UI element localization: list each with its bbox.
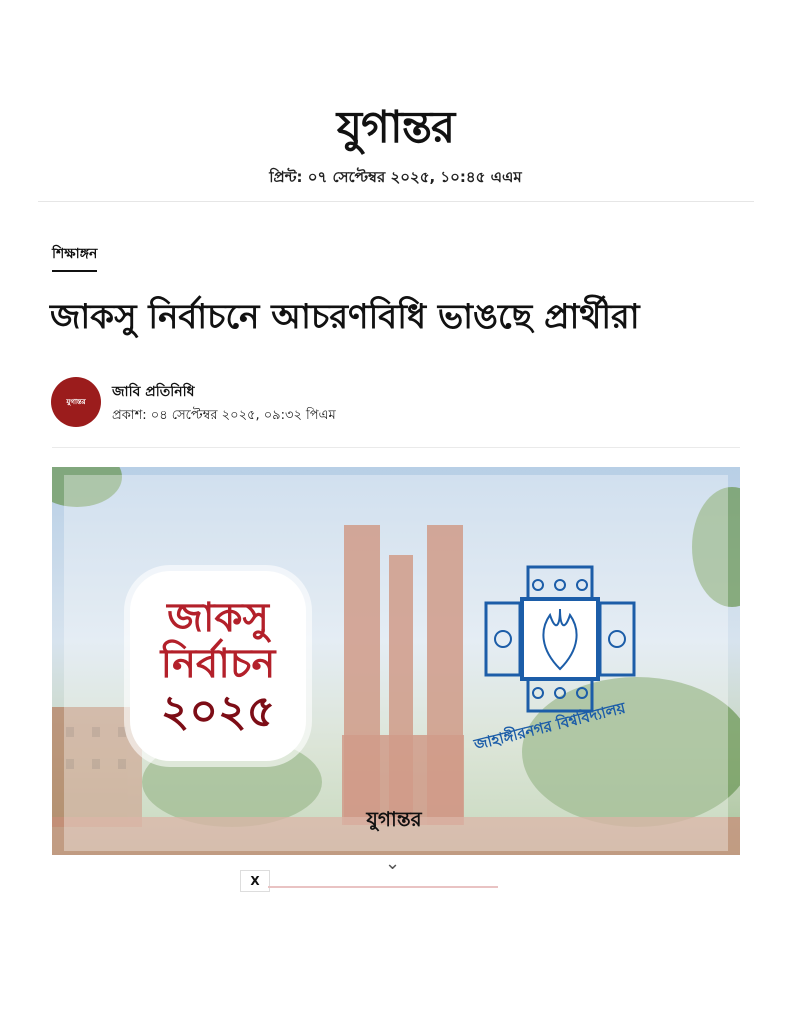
close-ad-button[interactable]: X: [240, 870, 270, 892]
divider: [52, 447, 740, 448]
category-link[interactable]: শিক্ষাঙ্গন: [52, 242, 97, 272]
ad-banner[interactable]: [268, 886, 498, 888]
masthead: [0, 100, 791, 156]
chevron-down-icon[interactable]: ⌄: [385, 853, 401, 874]
badge-line-1: জাকসু: [167, 595, 269, 641]
divider: [38, 201, 754, 202]
university-emblem-icon: [480, 559, 640, 719]
avatar-logo-text: যুগান্তর: [66, 398, 86, 406]
author-avatar: [51, 377, 101, 427]
badge-line-2: নির্বাচন: [160, 641, 276, 687]
election-badge: [130, 571, 306, 761]
publish-date: প্রকাশ: ০৪ সেপ্টেম্বর ২০২৫, ০৯:৩২ পিএম: [112, 408, 336, 423]
site-logo[interactable]: যুগান্তর: [336, 102, 455, 153]
hero-image: [52, 467, 740, 855]
article-headline: জাকসু নির্বাচনে আচরণবিধি ভাঙছে প্রার্থীরা: [50, 297, 640, 337]
image-watermark: যুগান্তর: [366, 807, 422, 831]
print-date: প্রিন্ট: ০৭ সেপ্টেম্বর ২০২৫, ১০:৪৫ এএম: [269, 168, 522, 186]
badge-line-3: ২০২৫: [160, 686, 276, 737]
emblem-caption: জাহাঙ্গীরনগর বিশ্ববিদ্যালয়: [472, 698, 628, 754]
author-name[interactable]: জাবি প্রতিনিধি: [112, 384, 195, 400]
